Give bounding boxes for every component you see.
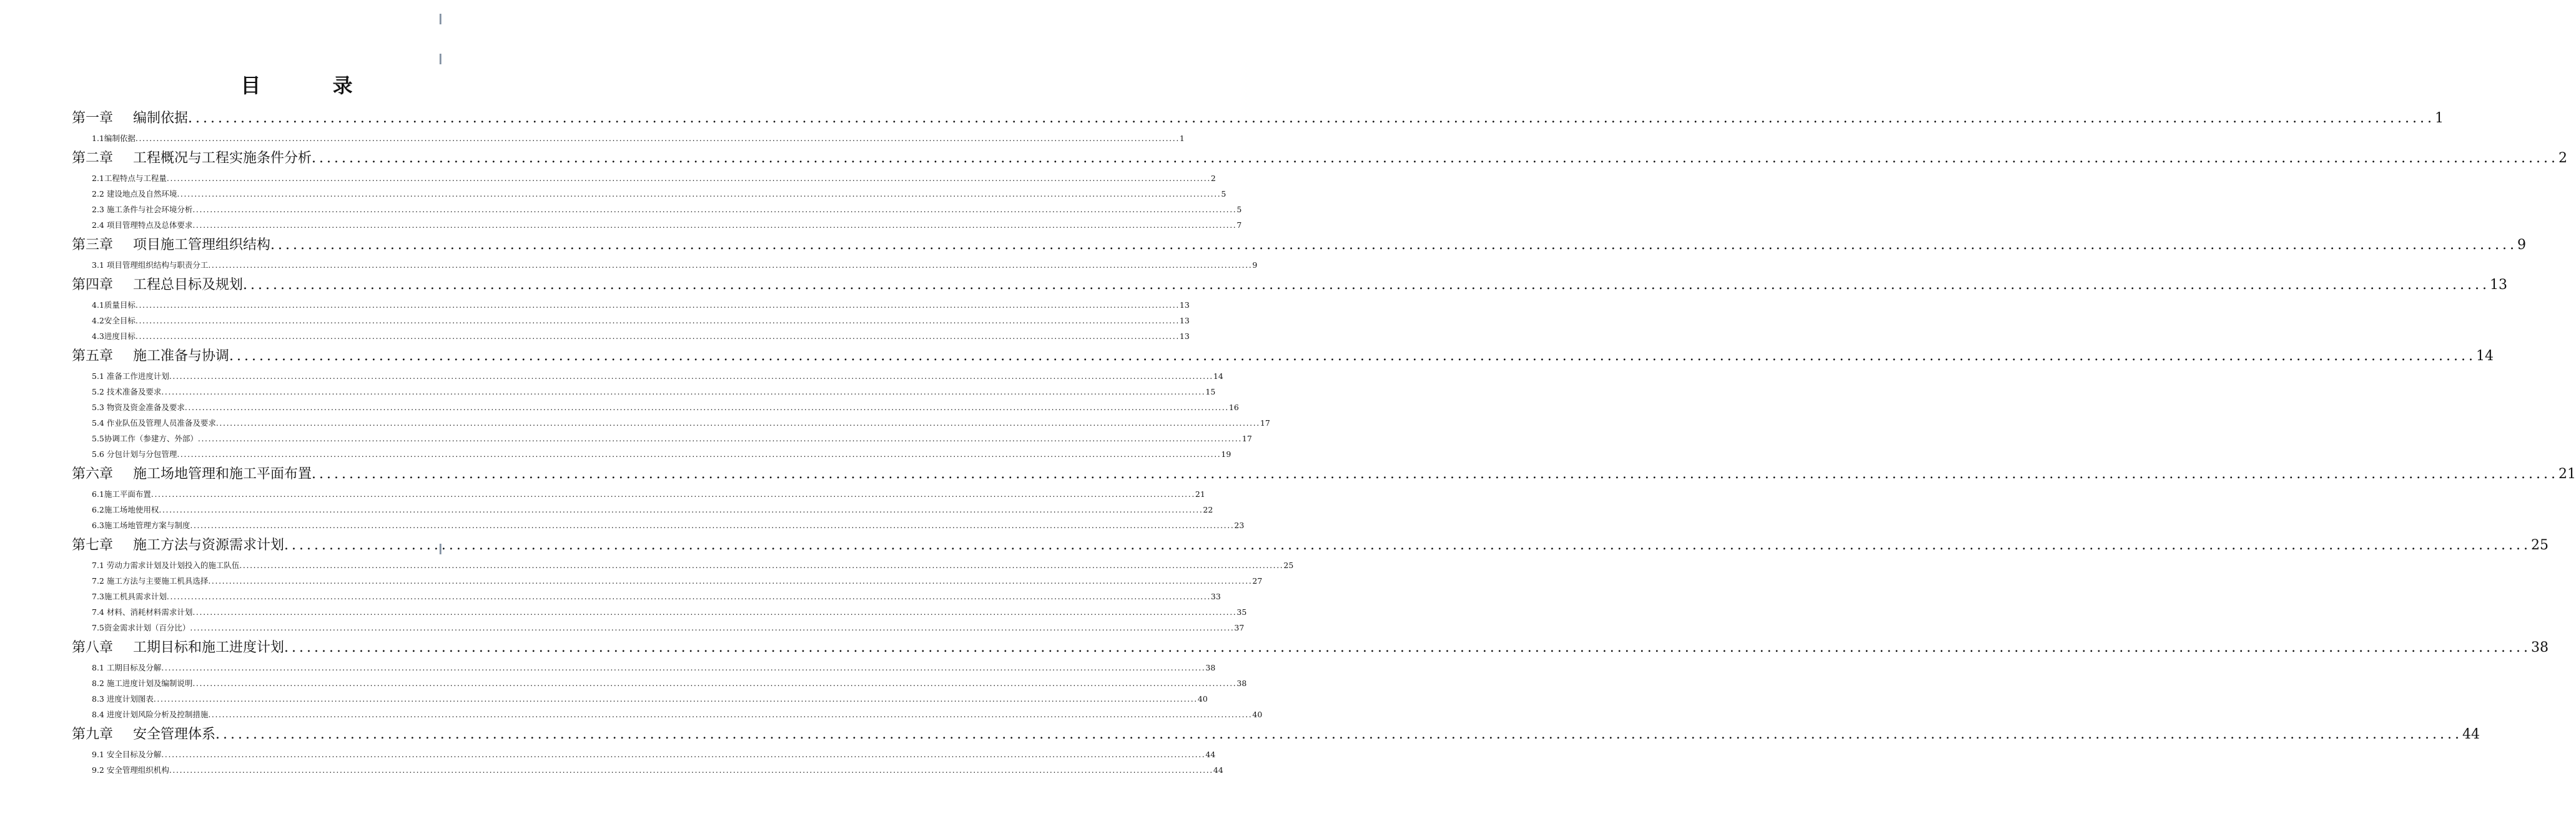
page-number: 33 xyxy=(1210,592,1221,601)
toc-chapter-entry[interactable] xyxy=(72,273,2507,297)
page-number: 38 xyxy=(1236,679,1247,688)
dot-leader: ............................................................................................................................................................................................................................................................................................................ xyxy=(270,237,2517,253)
toc-entry-label: 2.3 施工条件与社会环境分析 xyxy=(92,205,193,214)
toc-entry-label xyxy=(72,273,243,297)
table-of-contents xyxy=(72,106,2576,778)
toc-entry-label: 8.1 工期目标及分解 xyxy=(92,663,162,672)
toc-entry-label: 2.4 项目管理特点及总体要求 xyxy=(92,220,193,230)
toc-section-entry[interactable] xyxy=(72,518,1245,533)
toc-section-entry[interactable] xyxy=(72,202,1242,217)
toc-entry-label: 5.5协调工作（参建方、外部） xyxy=(92,434,198,443)
toc-entry-label: 5.4 作业队伍及管理人员准备及要求 xyxy=(92,418,216,428)
page-number: 44 xyxy=(1205,750,1216,759)
page-number: 1 xyxy=(2434,110,2444,126)
dot-leader: ............................................................................................................................................................................................................................................................................................................ xyxy=(197,434,1242,443)
toc-entry-label: 5.1 准备工作进度计划 xyxy=(92,371,169,381)
toc-entry-label: 4.2安全目标 xyxy=(92,316,136,325)
toc-entry-label: 3.1 项目管理组织结构与职责分工 xyxy=(92,260,209,270)
dot-leader: ............................................................................................................................................................................................................................................................................................................ xyxy=(208,576,1253,586)
toc-section-entry[interactable] xyxy=(72,762,1223,778)
toc-entry-label: 1.1编制依据 xyxy=(92,134,136,143)
toc-section-entry[interactable] xyxy=(72,415,1270,431)
toc-entry-label: 6.2施工场地使用权 xyxy=(92,505,159,514)
dot-leader: ............................................................................................................................................................................................................................................................................................................ xyxy=(229,348,2476,364)
toc-section-entry[interactable] xyxy=(72,620,1245,635)
dot-leader: ............................................................................................................................................................................................................................................................................................................ xyxy=(151,489,1195,499)
page-number: 2 xyxy=(2558,150,2567,166)
page-number: 22 xyxy=(1203,505,1213,514)
toc-chapter-entry[interactable] xyxy=(72,233,2526,257)
page-number: 44 xyxy=(2462,727,2480,742)
dot-leader: ............................................................................................................................................................................................................................................................................................................ xyxy=(159,505,1203,514)
chapter-number: 第七章 xyxy=(72,537,114,553)
toc-chapter-entry[interactable] xyxy=(72,106,2444,130)
page-number: 17 xyxy=(1241,434,1252,443)
toc-entry-label xyxy=(72,233,270,257)
chapter-number: 第八章 xyxy=(72,640,114,655)
chapter-title: 安全管理体系 xyxy=(133,727,216,742)
toc-section-entry[interactable] xyxy=(72,573,1263,589)
revision-marker-2 xyxy=(440,54,442,64)
toc-entry-label: 4.3进度目标 xyxy=(92,331,136,341)
dot-leader: ............................................................................................................................................................................................................................................................................................................ xyxy=(192,607,1237,617)
toc-section-entry[interactable] xyxy=(72,675,1247,691)
page-number: 13 xyxy=(2489,277,2507,293)
chapter-number: 第一章 xyxy=(72,110,114,126)
dot-leader: ............................................................................................................................................................................................................................................................................................................ xyxy=(284,640,2531,655)
toc-section-entry[interactable] xyxy=(72,747,1216,762)
toc-chapter-entry[interactable] xyxy=(72,722,2480,747)
toc-entry-label: 9.2 安全管理组织机构 xyxy=(92,765,169,775)
toc-entry-label xyxy=(72,635,284,660)
page-number: 5 xyxy=(1221,189,1226,199)
page-number: 9 xyxy=(2517,237,2526,253)
toc-section-entry[interactable] xyxy=(72,589,1221,604)
page-number: 14 xyxy=(2475,348,2494,364)
toc-entry-label: 5.2 技术准备及要求 xyxy=(92,387,162,396)
toc-section-entry[interactable] xyxy=(72,604,1247,620)
toc-section-entry[interactable] xyxy=(72,707,1263,722)
dot-leader: ............................................................................................................................................................................................................................................................................................................ xyxy=(192,679,1237,688)
chapter-title: 施工场地管理和施工平面布置 xyxy=(133,466,312,482)
toc-section-entry[interactable] xyxy=(72,328,1190,344)
toc-section-entry[interactable] xyxy=(72,502,1213,518)
dot-leader: ............................................................................................................................................................................................................................................................................................................ xyxy=(215,727,2462,742)
toc-entry-label: 5.6 分包计划与分包管理 xyxy=(92,449,177,459)
toc-entry-label: 8.3 进度计划图表 xyxy=(92,694,154,704)
page-number: 38 xyxy=(1205,663,1216,672)
toc-section-entry[interactable] xyxy=(72,691,1208,707)
chapter-title: 施工准备与协调 xyxy=(133,348,230,364)
page-number: 35 xyxy=(1236,607,1247,617)
page-number: 27 xyxy=(1252,576,1263,586)
toc-section-entry[interactable] xyxy=(72,486,1205,502)
dot-leader: ............................................................................................................................................................................................................................................................................................................ xyxy=(161,663,1206,672)
dot-leader: ............................................................................................................................................................................................................................................................................................................ xyxy=(169,765,1213,775)
page-number: 21 xyxy=(1195,489,1205,499)
chapter-number: 第九章 xyxy=(72,727,114,742)
page-number: 38 xyxy=(2530,640,2549,655)
toc-entry-label: 7.5资金需求计划（百分比） xyxy=(92,623,190,632)
toc-entry-label xyxy=(72,344,229,368)
toc-section-entry[interactable] xyxy=(72,660,1216,675)
chapter-number: 第四章 xyxy=(72,277,114,293)
toc-chapter-entry[interactable] xyxy=(72,344,2494,368)
toc-section-entry[interactable] xyxy=(72,446,1231,462)
page-number: 25 xyxy=(1283,561,1294,570)
dot-leader: ............................................................................................................................................................................................................................................................................................................ xyxy=(184,403,1229,412)
chapter-title: 工期目标和施工进度计划 xyxy=(133,640,285,655)
page-number: 7 xyxy=(1236,220,1242,230)
chapter-title: 项目施工管理组织结构 xyxy=(133,237,271,253)
dot-leader: ............................................................................................................................................................................................................................................................................................................ xyxy=(135,134,1180,143)
page-number: 40 xyxy=(1252,710,1263,719)
toc-chapter-entry[interactable] xyxy=(72,462,2576,486)
toc-entry-label: 6.3施工场地管理方案与制度 xyxy=(92,521,190,530)
dot-leader: ............................................................................................................................................................................................................................................................................................................ xyxy=(177,449,1221,459)
page-number: 17 xyxy=(1260,418,1270,428)
toc-entry-label: 7.4 材料、消耗材料需求计划 xyxy=(92,607,193,617)
toc-entry-label: 4.1质量目标 xyxy=(92,300,136,310)
toc-entry-label xyxy=(72,722,215,747)
toc-section-entry[interactable] xyxy=(72,297,1190,313)
dot-leader: ............................................................................................................................................................................................................................................................................................................ xyxy=(135,316,1180,325)
toc-entry-label xyxy=(72,462,312,486)
chapter-number: 第二章 xyxy=(72,150,114,166)
toc-section-entry[interactable] xyxy=(72,431,1252,446)
toc-chapter-entry[interactable] xyxy=(72,635,2549,660)
dot-leader: ............................................................................................................................................................................................................................................................................................................ xyxy=(153,694,1198,704)
dot-leader: ............................................................................................................................................................................................................................................................................................................ xyxy=(192,220,1237,230)
dot-leader: ............................................................................................................................................................................................................................................................................................................ xyxy=(135,331,1180,341)
toc-section-entry[interactable] xyxy=(72,186,1226,202)
dot-leader: ............................................................................................................................................................................................................................................................................................................ xyxy=(177,189,1221,199)
toc-entry-label xyxy=(72,533,284,557)
toc-entry-label: 7.2 施工方法与主要施工机具选择 xyxy=(92,576,209,586)
dot-leader: ............................................................................................................................................................................................................................................................................................................ xyxy=(135,300,1180,310)
toc-entry-label: 7.1 劳动力需求计划及计划投入的施工队伍 xyxy=(92,561,240,570)
toc-section-entry[interactable] xyxy=(72,217,1242,233)
toc-entry-label: 2.1工程特点与工程量 xyxy=(92,174,167,183)
toc-section-entry[interactable] xyxy=(72,400,1239,415)
dot-leader: ............................................................................................................................................................................................................................................................................................................ xyxy=(215,418,1260,428)
toc-entry-label: 8.4 进度计划风险分析及控制措施 xyxy=(92,710,209,719)
toc-chapter-entry[interactable] xyxy=(72,533,2549,557)
page-number: 21 xyxy=(2558,466,2576,482)
toc-section-entry[interactable] xyxy=(72,384,1216,400)
toc-chapter-entry[interactable] xyxy=(72,146,2567,170)
dot-leader: ............................................................................................................................................................................................................................................................................................................ xyxy=(166,174,1211,183)
page-number: 25 xyxy=(2530,537,2549,553)
toc-section-entry[interactable] xyxy=(72,170,1216,186)
toc-entry-label: 9.1 安全目标及分解 xyxy=(92,750,162,759)
dot-leader: ............................................................................................................................................................................................................................................................................................................ xyxy=(239,561,1284,570)
toc-entry-label: 5.3 物资及资金准备及要求 xyxy=(92,403,185,412)
revision-marker-1 xyxy=(440,14,442,24)
toc-section-entry[interactable] xyxy=(72,313,1190,328)
toc-section-entry[interactable] xyxy=(72,257,1258,273)
chapter-number: 第三章 xyxy=(72,237,114,253)
dot-leader: ............................................................................................................................................................................................................................................................................................................ xyxy=(188,110,2435,126)
page-title: 目 录 xyxy=(240,74,385,97)
page-number: 23 xyxy=(1234,521,1245,530)
chapter-number: 第五章 xyxy=(72,348,114,364)
dot-leader: ............................................................................................................................................................................................................................................................................................................ xyxy=(190,521,1235,530)
page-number: 2 xyxy=(1210,174,1216,183)
dot-leader: ............................................................................................................................................................................................................................................................................................................ xyxy=(208,260,1253,270)
page-number: 5 xyxy=(1236,205,1242,214)
dot-leader: ............................................................................................................................................................................................................................................................................................................ xyxy=(169,371,1213,381)
dot-leader: ............................................................................................................................................................................................................................................................................................................ xyxy=(161,750,1206,759)
toc-entry-label: 6.1施工平面布置 xyxy=(92,489,151,499)
dot-leader: ............................................................................................................................................................................................................................................................................................................ xyxy=(208,710,1253,719)
page-number: 44 xyxy=(1213,765,1223,775)
page-number: 14 xyxy=(1213,371,1223,381)
dot-leader: ............................................................................................................................................................................................................................................................................................................ xyxy=(161,387,1206,396)
page-number: 13 xyxy=(1179,300,1190,310)
toc-entry-label: 2.2 建设地点及自然环境 xyxy=(92,189,177,199)
chapter-title: 施工方法与资源需求计划 xyxy=(133,537,285,553)
page-number: 13 xyxy=(1179,331,1190,341)
chapter-title: 工程总目标及规划 xyxy=(133,277,244,293)
toc-section-entry[interactable] xyxy=(72,368,1223,384)
page-number: 1 xyxy=(1179,134,1185,143)
dot-leader: ............................................................................................................................................................................................................................................................................................................ xyxy=(243,277,2490,293)
chapter-number: 第六章 xyxy=(72,466,114,482)
toc-entry-label xyxy=(72,146,312,170)
toc-section-entry[interactable] xyxy=(72,557,1294,573)
page-number: 15 xyxy=(1205,387,1216,396)
chapter-title: 编制依据 xyxy=(133,110,189,126)
page-number: 9 xyxy=(1252,260,1258,270)
dot-leader: ............................................................................................................................................................................................................................................................................................................ xyxy=(284,537,2531,553)
page-number: 40 xyxy=(1197,694,1208,704)
dot-leader: ............................................................................................................................................................................................................................................................................................................ xyxy=(312,466,2559,482)
dot-leader: ............................................................................................................................................................................................................................................................................................................ xyxy=(190,623,1235,632)
page-number: 19 xyxy=(1221,449,1231,459)
toc-entry-label: 8.2 施工进度计划及编制说明 xyxy=(92,679,193,688)
toc-entry-label: 7.3施工机具需求计划 xyxy=(92,592,167,601)
page-number: 16 xyxy=(1228,403,1239,412)
page-number: 37 xyxy=(1234,623,1245,632)
dot-leader: ............................................................................................................................................................................................................................................................................................................ xyxy=(312,150,2559,166)
toc-section-entry[interactable] xyxy=(72,130,1185,146)
toc-entry-label xyxy=(72,106,188,130)
page-number: 13 xyxy=(1179,316,1190,325)
dot-leader: ............................................................................................................................................................................................................................................................................................................ xyxy=(166,592,1211,601)
chapter-title: 工程概况与工程实施条件分析 xyxy=(133,150,312,166)
dot-leader: ............................................................................................................................................................................................................................................................................................................ xyxy=(192,205,1237,214)
